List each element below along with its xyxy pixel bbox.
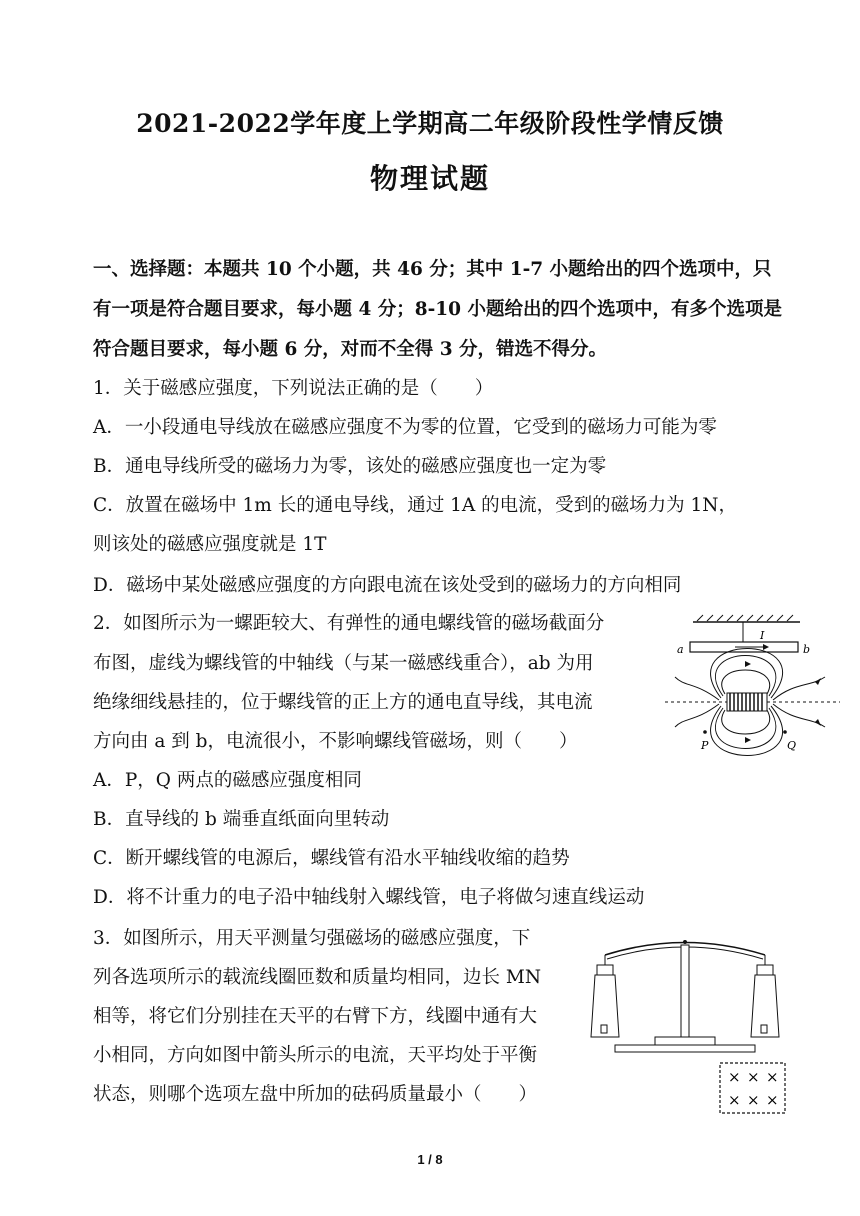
q2-label-P: P xyxy=(701,739,709,752)
q1-option-b: B．通电导线所受的磁场力为零，该处的磁感应强度也一定为零 xyxy=(93,456,607,477)
q2-stem-line4: 方向由 a 到 b，电流很小，不影响螺线管磁场，则（ ） xyxy=(93,731,578,752)
field-symbol: × xyxy=(728,1091,741,1109)
field-symbol: × xyxy=(766,1091,779,1109)
q2-option-c: C．断开螺线管的电源后，螺线管有沿水平轴线收缩的趋势 xyxy=(93,848,570,869)
q2-solenoid-figure xyxy=(665,612,840,762)
q1-option-a: A．一小段通电导线放在磁感应强度不为零的位置，它受到的磁场力可能为零 xyxy=(93,417,717,438)
q1-option-c-line2: 则该处的磁感应强度就是 1T xyxy=(93,534,327,555)
field-symbol: × xyxy=(766,1068,779,1086)
q2-stem-line2: 布图，虚线为螺线管的中轴线（与某一磁感线重合），ab 为用 xyxy=(93,653,594,674)
q1-option-d: D．磁场中某处磁感应强度的方向跟电流在该处受到的磁场力的方向相同 xyxy=(93,575,682,596)
q2-option-d: D．将不计重力的电子沿中轴线射入螺线管，电子将做匀速直线运动 xyxy=(93,887,645,908)
q2-option-a: A．P，Q 两点的磁感应强度相同 xyxy=(93,770,362,791)
q2-label-current: I xyxy=(760,629,765,642)
field-symbol: × xyxy=(747,1068,760,1086)
page-number: 1 / 8 xyxy=(417,1152,443,1167)
q3-balance-figure xyxy=(585,925,790,1117)
q2-option-b: B．直导线的 b 端垂直纸面向里转动 xyxy=(93,809,390,830)
q2-stem-line3: 绝缘细线悬挂的，位于螺线管的正上方的通电直导线，其电流 xyxy=(93,692,593,713)
document-subtitle: 物理试题 xyxy=(369,162,490,195)
q2-label-Q: Q xyxy=(787,739,797,752)
field-symbol: × xyxy=(728,1068,741,1086)
section-instructions: 一、选择题：本题共 10 个小题，共 46 分；其中 1-7 小题给出的四个选项中，只有一项是符合题目要求，每小题 4 分；8-10 小题给出的四个选项中，有多个选项是符合题目要求，每小题 6 分，对而不全得 3 分，错选不得分。 xyxy=(93,259,782,360)
q3-stem-line4: 小相同，方向如图中箭头所示的电流，天平均处于平衡 xyxy=(93,1045,538,1066)
q2-label-b: b xyxy=(803,643,811,656)
field-symbol: × xyxy=(747,1091,760,1109)
q3-stem-line5: 状态，则哪个选项左盘中所加的砝码质量最小（ ） xyxy=(93,1084,538,1105)
q2-label-a: a xyxy=(677,643,684,656)
q1-stem: 1．关于磁感应强度，下列说法正确的是（ ） xyxy=(93,378,494,399)
document-title: 2021-2022学年度上学期高二年级阶段性学情反馈 xyxy=(136,109,724,138)
q3-stem-line2: 列各选项所示的载流线圈匝数和质量均相同，边长 MN xyxy=(93,967,542,988)
q3-stem-line1: 3．如图所示，用天平测量匀强磁场的磁感应强度，下 xyxy=(93,928,531,949)
q2-stem-line1: 2．如图所示为一螺距较大、有弹性的通电螺线管的磁场截面分 xyxy=(93,613,605,634)
q1-option-c-line1: C．放置在磁场中 1m 长的通电导线，通过 1A 的电流，受到的磁场力为 1N， xyxy=(93,495,737,516)
q3-stem-line3: 相等，将它们分别挂在天平的右臂下方，线圈中通有大 xyxy=(93,1006,538,1027)
